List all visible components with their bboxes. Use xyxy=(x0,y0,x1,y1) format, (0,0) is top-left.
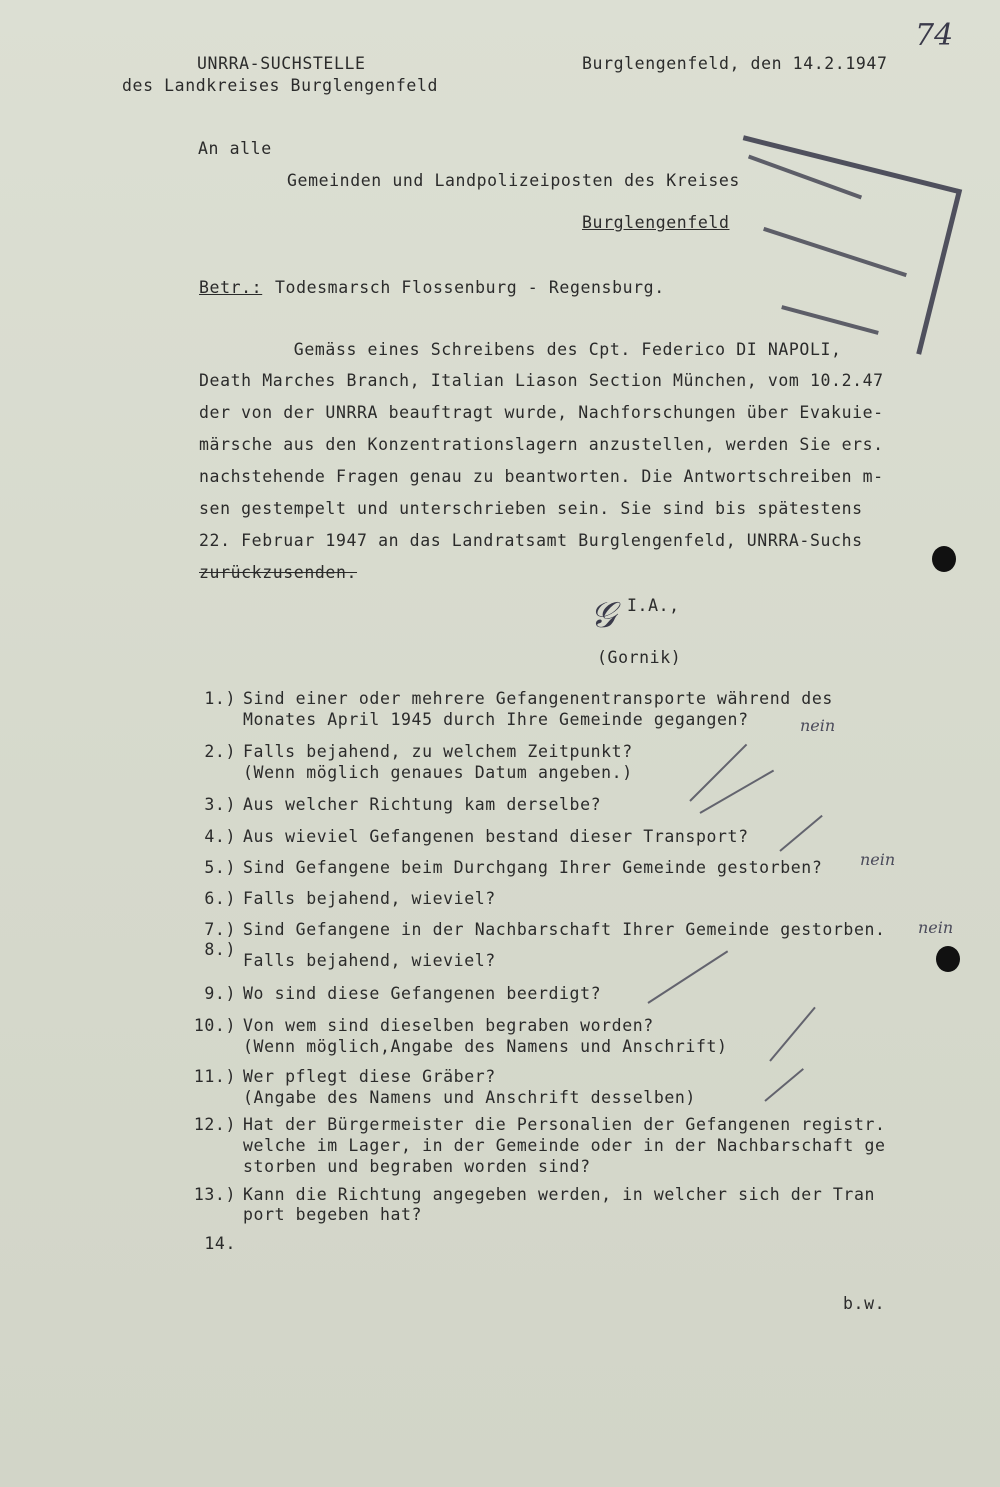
question-text: Sind Gefangene in der Nachbarschaft Ihrer Gemeinde gestorben. xyxy=(243,920,886,939)
handwritten-dash xyxy=(779,815,822,852)
handwritten-signature: 𝒢 xyxy=(590,595,616,636)
question-text: Monates April 1945 durch Ihre Gemeinde gegangen? xyxy=(243,710,749,729)
question-number: 2.) xyxy=(204,742,236,761)
question-text: Kann die Richtung angegeben werden, in welcher sich der Tran xyxy=(243,1185,876,1204)
body-line: Death Marches Branch, Italian Liason Section München, vom 10.2.47 xyxy=(199,371,884,390)
address-line-2: Gemeinden und Landpolizeiposten des Kreises xyxy=(287,171,740,190)
question-number: 4.) xyxy=(204,827,236,846)
handwritten-dash xyxy=(647,950,728,1003)
handwritten-answer: nein xyxy=(918,918,954,937)
question-number: 8.) xyxy=(204,940,236,959)
question-text: (Wenn möglich genaues Datum angeben.) xyxy=(243,763,633,782)
question-number: 13.) xyxy=(193,1185,236,1204)
question-number: 12.) xyxy=(193,1115,236,1134)
signature-ia: I.A., xyxy=(627,596,680,615)
question-number: 11.) xyxy=(193,1067,236,1086)
question-text: Von wem sind dieselben begraben worden? xyxy=(243,1016,654,1035)
punch-hole xyxy=(932,546,956,572)
question-number: 6.) xyxy=(204,889,236,908)
handwritten-dash xyxy=(764,1068,804,1102)
sender-line-2: des Landkreises Burglengenfeld xyxy=(122,76,439,95)
question-number: 9.) xyxy=(204,984,236,1003)
page-number: 74 xyxy=(915,18,954,53)
punch-hole xyxy=(936,946,960,972)
signature-name: (Gornik) xyxy=(597,648,682,667)
question-text: storben und begraben worden sind? xyxy=(243,1157,591,1176)
question-number: 1.) xyxy=(204,689,236,708)
body-line: zurückzusenden. xyxy=(199,563,358,582)
date-line: Burglengenfeld, den 14.2.1947 xyxy=(582,54,888,73)
handwritten-dash xyxy=(689,744,747,802)
address-line-3: Burglengenfeld xyxy=(582,213,730,232)
body-line: märsche aus den Konzentrationslagern anzustellen, werden Sie ers. xyxy=(199,435,884,454)
subject-text: Todesmarsch Flossenburg - Regensburg. xyxy=(275,278,665,297)
handwritten-dash xyxy=(769,1007,816,1062)
body-line: Gemäss eines Schreibens des Cpt. Federico DI NAPOLI, xyxy=(199,340,842,359)
question-number: 5.) xyxy=(204,858,236,877)
sender-line-1: UNRRA-SUCHSTELLE xyxy=(197,54,366,73)
question-number: 7.) xyxy=(204,920,236,939)
question-text: port begeben hat? xyxy=(243,1205,423,1224)
body-line: der von der UNRRA beauftragt wurde, Nachforschungen über Evakuie- xyxy=(199,403,884,422)
body-line: sen gestempelt und unterschrieben sein. Sie sind bis spätestens xyxy=(199,499,863,518)
question-text: Sind Gefangene beim Durchgang Ihrer Gemeinde gestorben? xyxy=(243,858,823,877)
body-line: 22. Februar 1947 an das Landratsamt Burglengenfeld, UNRRA-Suchs xyxy=(199,531,863,550)
subject-label: Betr.: xyxy=(199,278,263,297)
question-text: Wer pflegt diese Gräber? xyxy=(243,1067,496,1086)
question-text: Falls bejahend, wieviel? xyxy=(243,951,496,970)
question-text: Wo sind diese Gefangenen beerdigt? xyxy=(243,984,602,1003)
question-text: welche im Lager, in der Gemeinde oder in der Nachbarschaft ge xyxy=(243,1136,886,1155)
question-text: Aus wieviel Gefangenen bestand dieser Transport? xyxy=(243,827,749,846)
question-text: Aus welcher Richtung kam derselbe? xyxy=(243,795,602,814)
continue-note: b.w. xyxy=(843,1294,886,1313)
question-number: 14. xyxy=(204,1234,236,1253)
question-text: Falls bejahend, wieviel? xyxy=(243,889,496,908)
question-number: 3.) xyxy=(204,795,236,814)
question-text: (Wenn möglich,Angabe des Namens und Anschrift) xyxy=(243,1037,728,1056)
question-number: 10.) xyxy=(193,1016,236,1035)
handwritten-answer: nein xyxy=(860,850,896,869)
question-text: Sind einer oder mehrere Gefangenentransporte während des xyxy=(243,689,833,708)
handwritten-answer: nein xyxy=(800,716,836,735)
question-text: Falls bejahend, zu welchem Zeitpunkt? xyxy=(243,742,633,761)
question-text: Hat der Bürgermeister die Personalien der Gefangenen registr. xyxy=(243,1115,886,1134)
handwritten-dash xyxy=(700,770,775,814)
address-line-1: An alle xyxy=(198,139,272,158)
question-text: (Angabe des Namens und Anschrift desselben) xyxy=(243,1088,696,1107)
body-line: nachstehende Fragen genau zu beantworten. Die Antwortschreiben m- xyxy=(199,467,884,486)
